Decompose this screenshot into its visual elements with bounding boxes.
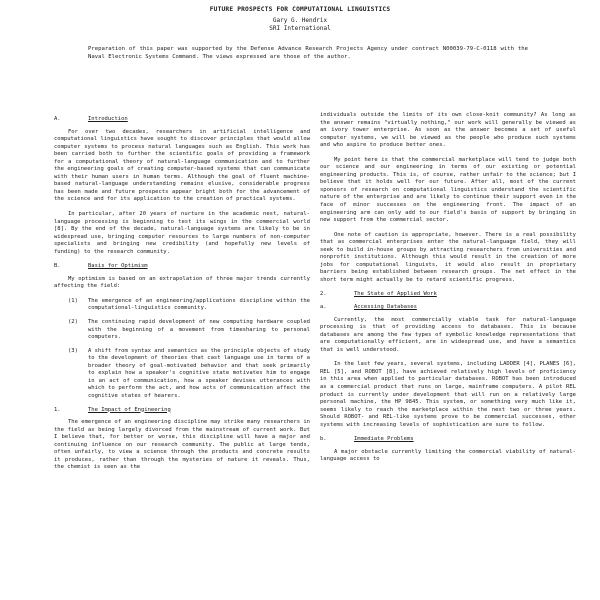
subsection-heading <box>320 304 576 312</box>
list-item-label: (3) <box>68 347 78 354</box>
list-item-text: A shift from syntax and semantics as the principle objects of study to the development of theories that cast language use in terms of a broader theory of goal-motivated behavior and that seek primarily to explain how a speaker's cognitive state motivates him to engage in an act of communication, how a speaker devises utterances with which to perform the act, and how acts of communication affect the cognitive states of hearers. <box>88 347 310 399</box>
section-title: The Impact of Engineering <box>88 406 171 413</box>
section-number: A. <box>54 116 61 122</box>
paragraph: One note of caution is appropriate, however. There is a real possibility that as commercial enterprises enter the natural-language field, they will seek to build in-house groups by attracting researchers from universities and nonprofit institutions. Although this would result in the creation of more jobs for computational linguists, it would also result in proprietary barriers being established between research groups. The net effect in the short term might actually be to retard scientific progress. <box>320 231 576 283</box>
section-heading <box>320 291 576 299</box>
list-item-label: (2) <box>68 319 78 326</box>
subsection-number: b. <box>320 436 327 443</box>
list-item <box>68 348 310 401</box>
paragraph: Currently, the most commercially viable task for natural-language processing is that of providing access to databases. This is because databases are among the few types of symbolic knowledge representations that are computationally efficient, are in widespread use, and have a semantics that is well understood. <box>320 316 576 353</box>
list-item-text: The continuing rapid development of new computing hardware coupled with the beginning of a movement from timesharing to personal computers. <box>88 319 310 341</box>
paragraph: In the last few years, several systems, including LADDER [4], PLANES [6], REL [5], and ROBOT [8], have achieved relatively high levels of proficiency in this area when applied to particular databases. ROBOT has been introduced as a commercial product that runs on large, mainframe computers. A pilot REL product is currently under development that will run on a relatively large personal machine, the HP 9845. This system, or something very much like it, seems likely to reach the marketplace within the next two or three years. Should ROBOT- and REL-like systems prove to be commercial successes, other systems with increasing levels of sophistication are sure to follow. <box>320 361 576 428</box>
section-number: B. <box>54 263 61 270</box>
paragraph: A major obstacle currently limiting the commercial viability of natural-language access to <box>320 448 576 463</box>
paragraph: My optimism is based on an extrapolation of three major trends currently affecting the field: <box>54 275 310 290</box>
section-heading <box>54 116 310 124</box>
acknowledgment-note: Preparation of this paper was supported by the Defense Advance Research Projects Agency under contract N00039-79-C-0118 with the Naval Electronic Systems Command. The views expressed are those of the author. <box>88 46 528 61</box>
list-item <box>68 319 310 342</box>
section-number: 1. <box>54 406 61 413</box>
section-title: The State of Applied Work <box>354 291 437 298</box>
paper-title: FUTURE PROSPECTS FOR COMPUTATIONAL LINGUISTICS <box>209 6 391 13</box>
paragraph: For over two decades, researchers in artificial intelligence and computational linguistics have sought to discover principles that would allow computer systems to process natural languages such as English. This work has been carried both to further the scientific goals of providing a framework for a computational theory of natural-language communication and to further the engineering goals of creating computer-based systems that can communicate with their human users in human terms. Although the goal of fluent machine-based natural-language understanding remains elusive, considerable progress has been made and future prospects appear bright both for the advancement of the science and for its application to the creation of practical systems. <box>54 128 310 203</box>
subsection-number: a. <box>320 304 327 311</box>
author-name: Gary G. Hendrix <box>272 17 328 24</box>
paragraph: individuals outside the limits of its own close-knit community? As long as the answer remains "virtually nothing," our work will generally be viewed as an ivory tower enterprise. As soon as the answer becomes a set of useful computer systems, we will be viewed as the people who produce such systems and who aspire to produce better ones. <box>320 112 576 149</box>
section-number: 2. <box>320 291 327 298</box>
left-column <box>54 112 310 479</box>
list-item <box>68 298 310 313</box>
section-heading <box>54 263 310 271</box>
paragraph: In particular, after 20 years of nurture in the academic nest, natural-language processing is beginning to test its wings in the commercial world [8]. By the end of the decade, natural-language systems are likely to be in widespread use, bringing computer resources to large numbers of non-computer specialists and bringing new credibility (and hopefully new levels of funding) to the research community. <box>54 211 310 255</box>
subsection-heading <box>320 436 576 444</box>
paragraph: My point here is that the commercial marketplace will tend to judge both our science and our engineering in terms of our existing or potential engineering products. This is, of course, rather unfair to the science; but I believe that it holds well for our future. After all, most of the current sponsors of research on computational linguistics understand the scientific nature of the enterprise and are likely to continue their support even in the face of minor successes on the engineering front. The impact of an engineering arm can only add to our field's basis of support by bringing in new support from the commercial sector. <box>320 156 576 224</box>
author-affiliation: SRI International <box>269 25 331 32</box>
section-title: Basis for Optimism <box>88 263 148 270</box>
list-item-text: The emergence of an engineering/applications discipline within the computational-linguistics community. <box>88 297 310 312</box>
section-heading <box>54 407 310 415</box>
subsection-title: Immediate Problems <box>354 436 414 443</box>
section-title: Introduction <box>88 116 128 122</box>
paragraph: The emergence of an engineering discipline may strike many researchers in the field as being largely divorced from the mainstream of current work. But I believe that, for better or worse, this discipline will have a major and continuing influence on our research community. The public at large tends, often unfairly, to view a science through the products and concrete results it produces, rather than through the mysteries of nature it reveals. Thus, the chemist is seen as the <box>54 419 310 471</box>
subsection-title: Accessing Databases <box>354 304 417 311</box>
list-item-label: (1) <box>68 297 78 304</box>
right-column <box>320 112 576 471</box>
